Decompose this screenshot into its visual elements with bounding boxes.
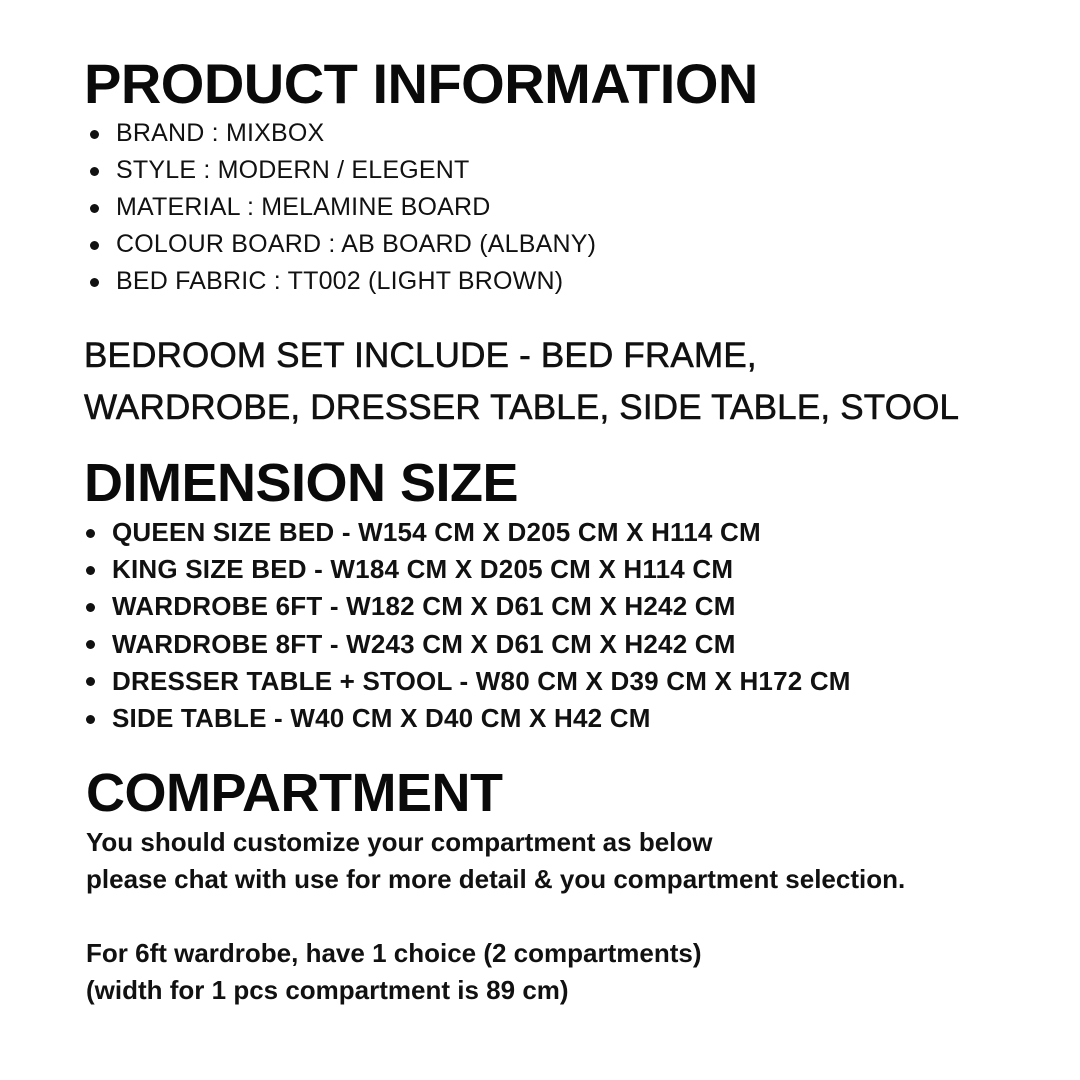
bullet-icon — [86, 529, 95, 538]
compartment-6ft-note — [86, 935, 702, 1009]
dimension-size-list — [86, 514, 851, 737]
style-text: STYLE : MODERN / ELEGENT — [116, 156, 470, 184]
list-item — [90, 189, 596, 226]
product-information-list — [90, 115, 596, 300]
list-item — [86, 663, 851, 700]
bullet-icon — [86, 566, 95, 575]
queen-bed-dimension: QUEEN SIZE BED - W154 CM X D205 CM X H114 CM — [112, 517, 761, 547]
product-information-heading: PRODUCT INFORMATION — [84, 52, 758, 115]
list-item — [86, 626, 851, 663]
bullet-icon — [90, 241, 99, 250]
bullet-icon — [90, 167, 99, 176]
bullet-icon — [90, 130, 99, 139]
list-item — [86, 588, 851, 625]
wardrobe-8ft-dimension: WARDROBE 8FT - W243 CM X D61 CM X H242 CM — [112, 628, 736, 659]
bullet-icon — [86, 715, 95, 724]
list-item — [90, 226, 596, 263]
list-item — [90, 115, 596, 152]
bullet-icon — [86, 603, 95, 612]
king-bed-dimension: KING SIZE BED - W184 CM X D205 CM X H114 CM — [112, 554, 734, 585]
compartment-line: (width for 1 pcs compartment is 89 cm) — [86, 975, 569, 1005]
compartment-heading: COMPARTMENT — [86, 763, 503, 823]
colour-board-text: COLOUR BOARD : AB BOARD (ALBANY) — [116, 230, 597, 258]
side-table-dimension: SIDE TABLE - W40 CM X D40 CM X H42 CM — [112, 703, 651, 734]
material-text: MATERIAL : MELAMINE BOARD — [116, 193, 491, 221]
list-item — [90, 152, 596, 189]
compartment-line: You should customize your compartment as below — [86, 827, 713, 857]
bedroom-set-include-text — [84, 330, 959, 434]
bedroom-set-line: BEDROOM SET INCLUDE - BED FRAME, — [84, 336, 757, 375]
compartment-instructions — [86, 824, 905, 898]
list-item — [86, 514, 851, 551]
bullet-icon — [86, 640, 95, 649]
bullet-icon — [90, 278, 99, 287]
list-item — [90, 263, 596, 300]
dresser-stool-dimension: DRESSER TABLE + STOOL - W80 CM X D39 CM X H172 CM — [112, 665, 851, 696]
list-item — [86, 700, 851, 737]
wardrobe-6ft-dimension: WARDROBE 6FT - W182 CM X D61 CM X H242 CM — [112, 591, 736, 622]
bedroom-set-line: WARDROBE, DRESSER TABLE, SIDE TABLE, STOOL — [84, 388, 960, 427]
bullet-icon — [86, 677, 95, 686]
dimension-size-heading: DIMENSION SIZE — [84, 453, 519, 513]
brand-text: BRAND : MIXBOX — [116, 119, 325, 147]
list-item — [86, 551, 851, 588]
compartment-line: For 6ft wardrobe, have 1 choice (2 compartments) — [86, 938, 702, 968]
bed-fabric-text: BED FABRIC : TT002 (LIGHT BROWN) — [116, 267, 564, 295]
compartment-line: please chat with use for more detail & you compartment selection. — [86, 864, 906, 894]
bullet-icon — [90, 204, 99, 213]
